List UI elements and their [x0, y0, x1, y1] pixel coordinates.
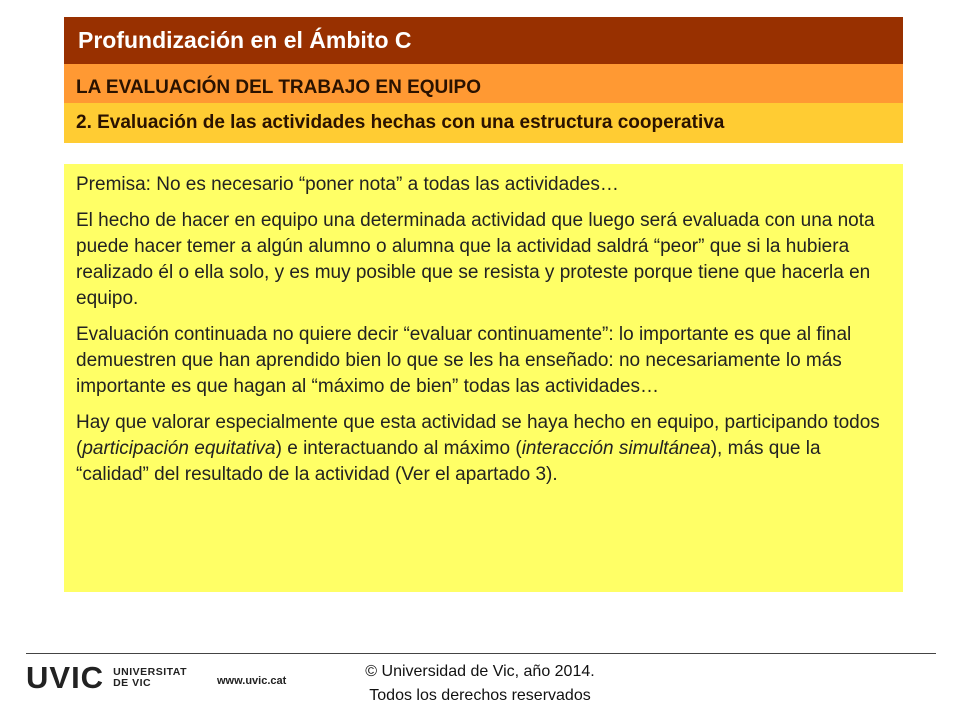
- value-teamwork-paragraph: [76, 410, 891, 488]
- logo-line-2: DE VIC: [113, 677, 152, 689]
- copyright-line-2: Todos los derechos reservados: [369, 687, 591, 704]
- logo-wordmark: [113, 667, 187, 689]
- p4-text-a: Hay que valorar especialmente que esta actividad se haya hecho en equipo, participando todos (: [76, 412, 880, 459]
- copyright-notice: [330, 660, 630, 708]
- slide-title: Profundización en el Ámbito C: [64, 17, 903, 64]
- p4-text-e: ), más que la “calidad” del resultado de la actividad (Ver el apartado 3).: [76, 438, 821, 485]
- premise-paragraph: Premisa: No es necesario “poner nota” a todas las actividades…: [76, 174, 619, 195]
- continuous-evaluation-paragraph: Evaluación continuada no quiere decir “evaluar continuamente”: lo importante es que al final demuestren que han aprendido bien lo que se les ha enseñado: no necesariamente lo más importante es que hagan al “máximo de bien” todas las actividades…: [76, 324, 852, 397]
- uvic-logo: [26, 660, 188, 695]
- logo-mark: UVIC: [26, 660, 105, 695]
- section-heading: LA EVALUACIÓN DEL TRABAJO EN EQUIPO: [64, 64, 903, 103]
- p4-emphasis-simultaneous: interacción simultánea: [521, 438, 711, 459]
- logo-line-1: UNIVERSITAT: [113, 666, 188, 678]
- team-activity-paragraph: El hecho de hacer en equipo una determinada actividad que luego será evaluada con una nota puede hacer temer a algún alumno o alumna que la actividad saldrá “peor” que si la hubiera realizado él o ella solo, y es muy posible que se resista y proteste porque tiene que hacerla en equipo.: [76, 210, 875, 309]
- footer-divider: [26, 653, 936, 654]
- content-box: [64, 164, 903, 592]
- p4-text-c: ) e interactuando al máximo (: [275, 438, 522, 459]
- p4-emphasis-equitable: participación equitativa: [82, 438, 276, 459]
- website-link[interactable]: www.uvic.cat: [217, 675, 287, 687]
- subsection-heading: 2. Evaluación de las actividades hechas con una estructura cooperativa: [64, 103, 903, 143]
- copyright-line-1: © Universidad de Vic, año 2014.: [365, 663, 595, 680]
